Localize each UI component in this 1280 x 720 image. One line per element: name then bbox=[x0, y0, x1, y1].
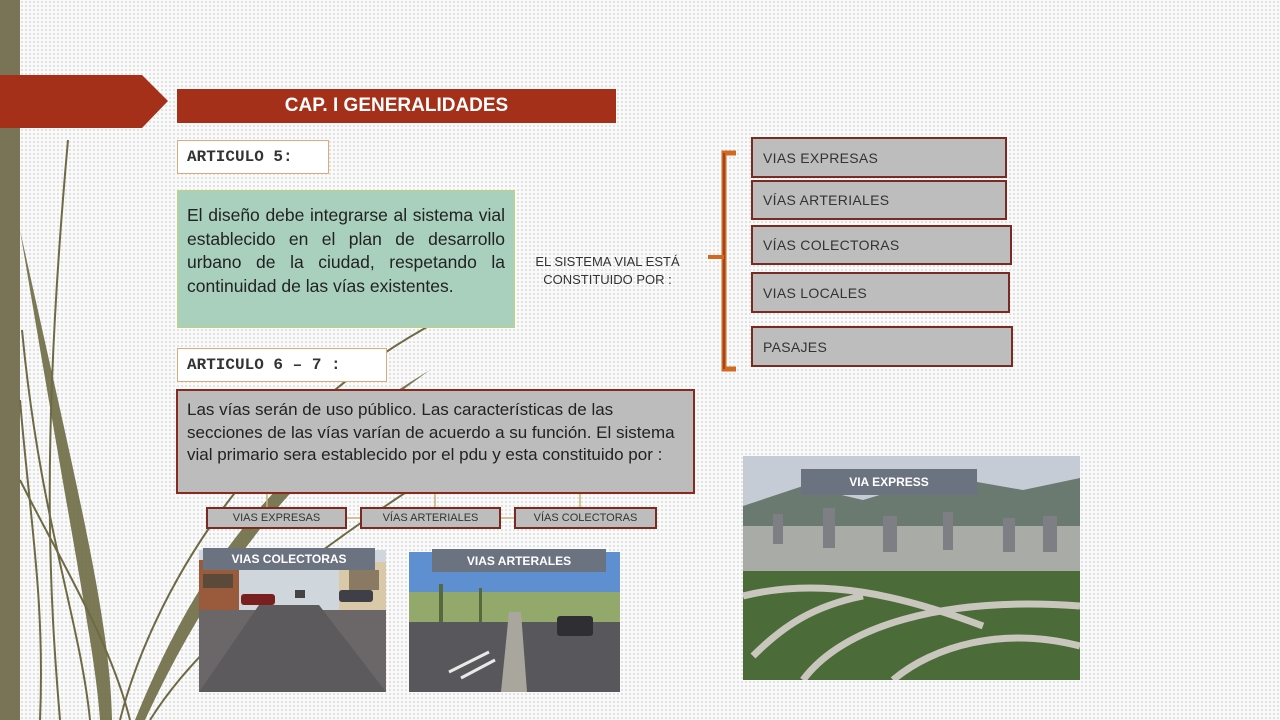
photo-express-label: VIA EXPRESS bbox=[801, 469, 977, 495]
via-type-expresas: VIAS EXPRESAS bbox=[751, 137, 1007, 178]
primary-expresas: VIAS EXPRESAS bbox=[206, 507, 347, 529]
article-6-7-text: Las vías serán de uso público. Las características de las secciones de las vías varían de acuerdo a su función. El sistema vial primario sera establecido por el pdu y esta constituido por : bbox=[176, 389, 695, 494]
photo-arterial-label: VIAS ARTERALES bbox=[432, 549, 606, 572]
article-5-label: ARTICULO 5: bbox=[177, 140, 329, 174]
system-label-line2: CONSTITUIDO POR : bbox=[543, 272, 672, 287]
photo-collector-label: VIAS COLECTORAS bbox=[203, 548, 375, 570]
article-5-text: El diseño debe integrarse al sistema vial establecido en el plan de desarrollo urbano de la ciudad, respetando la continuidad de las vías existentes. bbox=[177, 190, 515, 328]
system-label-line1: EL SISTEMA VIAL ESTÁ bbox=[535, 254, 680, 269]
article-6-7-label: ARTICULO 6 – 7 : bbox=[177, 348, 387, 382]
chapter-title: CAP. I GENERALIDADES bbox=[177, 89, 616, 123]
via-type-locales: VIAS LOCALES bbox=[751, 272, 1010, 313]
via-type-arteriales: VÍAS ARTERIALES bbox=[751, 180, 1007, 220]
primary-colectoras: VÍAS COLECTORAS bbox=[514, 507, 657, 529]
photo-arterial-road bbox=[409, 552, 620, 692]
photo-collector-street bbox=[199, 550, 386, 692]
via-type-pasajes: PASAJES bbox=[751, 326, 1013, 367]
via-type-colectoras: VÍAS COLECTORAS bbox=[751, 225, 1012, 265]
system-label bbox=[520, 253, 695, 289]
primary-arteriales: VÍAS ARTERIALES bbox=[360, 507, 501, 529]
